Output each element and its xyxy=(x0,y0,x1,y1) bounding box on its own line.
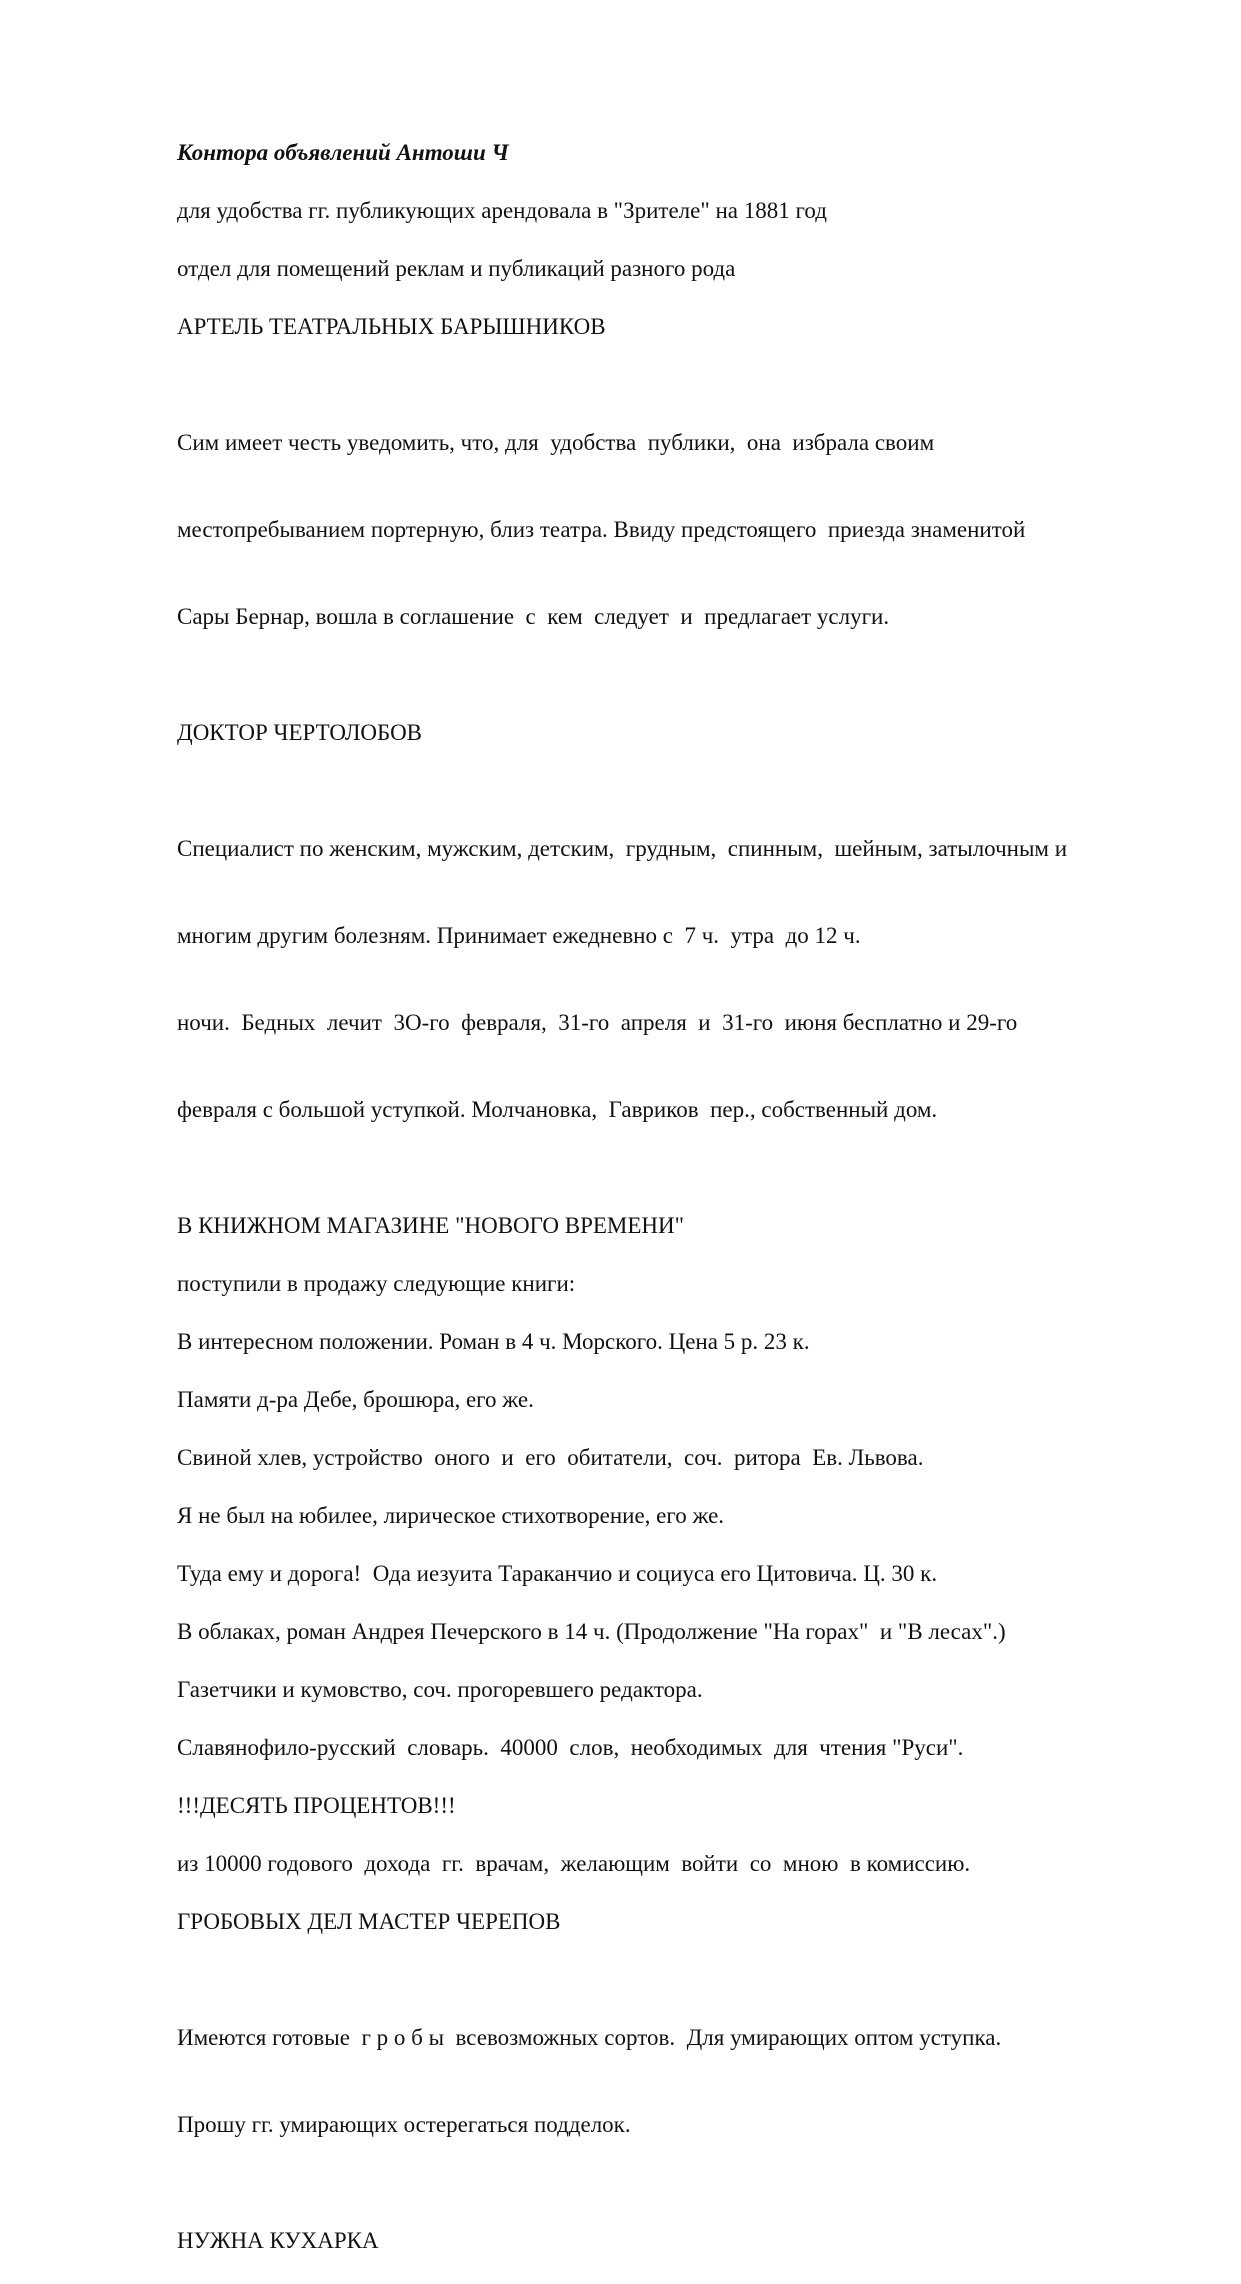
artel-line: Сим имеет честь уведомить, что, для удобства публики, она избрала своим xyxy=(177,430,935,455)
book-item: Туда ему и дорога! Ода иезуита Тараканчио и социуса его Цитовича. Ц. 30 к. xyxy=(177,1561,938,1586)
book-item: В облаках, роман Андрея Печерского в 14 ч. (Продолжение "На горах" и "В лесах".) xyxy=(177,1619,1006,1644)
coffin-line: Имеются готовые г р о б ы всевозможных сортов. Для умирающих оптом уступка. xyxy=(177,2025,1002,2050)
doctor-line: Специалист по женским, мужским, детским, грудным, спинным, шейным, затылочным и xyxy=(177,836,1068,861)
book-item: Газетчики и кумовство, соч. прогоревшего редактора. xyxy=(177,1677,703,1702)
coffin-line: Прошу гг. умирающих остерегаться подделок. xyxy=(177,2112,631,2137)
book-item: В интересном положении. Роман в 4 ч. Морского. Цена 5 р. 23 к. xyxy=(177,1329,810,1354)
artel-paragraph xyxy=(177,370,1167,689)
doctor-line: ночи. Бедных лечит 3О-го февраля, 31-го апреля и 31-го июня бесплатно и 29-го xyxy=(177,1010,1018,1035)
doctor-paragraph xyxy=(177,776,1167,1182)
coffin-paragraph xyxy=(177,1965,1167,2197)
artel-heading: АРТЕЛЬ ТЕАТРАЛЬНЫХ БАРЫШНИКОВ xyxy=(177,314,606,339)
cook-heading: НУЖНА КУХАРКА xyxy=(177,2228,379,2253)
intro-paragraph-2: отдел для помещений реклам и публикаций разного рода xyxy=(177,256,736,281)
book-item: Славянофило-русский словарь. 40000 слов, необходимых для чтения "Руси". xyxy=(177,1735,964,1760)
intro-paragraph-1: для удобства гг. публикующих арендовала в "Зрителе" на 1881 год xyxy=(177,198,827,223)
book-item: Я не был на юбилее, лирическое стихотворение, его же. xyxy=(177,1503,725,1528)
book-item: Свиной хлев, устройство оного и его обитатели, соч. ритора Ев. Львова. xyxy=(177,1445,924,1470)
book-item: Памяти д-ра Дебе, брошюра, его же. xyxy=(177,1387,534,1412)
coffin-heading: ГРОБОВЫХ ДЕЛ МАСТЕР ЧЕРЕПОВ xyxy=(177,1909,561,1934)
bookstore-intro: поступили в продажу следующие книги: xyxy=(177,1271,576,1296)
document-title: Контора объявлений Антоши Ч xyxy=(177,140,509,165)
percent-heading: !!!ДЕСЯТЬ ПРОЦЕНТОВ!!! xyxy=(177,1793,456,1818)
document-body xyxy=(177,138,1167,2284)
percent-paragraph: из 10000 годового дохода гг. врачам, желающим войти со мною в комиссию. xyxy=(177,1851,971,1876)
artel-line: Сары Бернар, вошла в соглашение с кем следует и предлагает услуги. xyxy=(177,604,890,629)
doctor-line: февраля с большой уступкой. Молчановка, Гавриков пер., собственный дом. xyxy=(177,1097,938,1122)
artel-line: местопребыванием портерную, близ театра. Ввиду предстоящего приезда знаменитой xyxy=(177,517,1026,542)
doctor-heading: ДОКТОР ЧЕРТОЛОБОВ xyxy=(177,720,423,745)
doctor-line: многим другим болезням. Принимает ежедневно с 7 ч. утра до 12 ч. xyxy=(177,923,861,948)
bookstore-heading: В КНИЖНОМ МАГАЗИНЕ "НОВОГО ВРЕМЕНИ" xyxy=(177,1213,685,1238)
